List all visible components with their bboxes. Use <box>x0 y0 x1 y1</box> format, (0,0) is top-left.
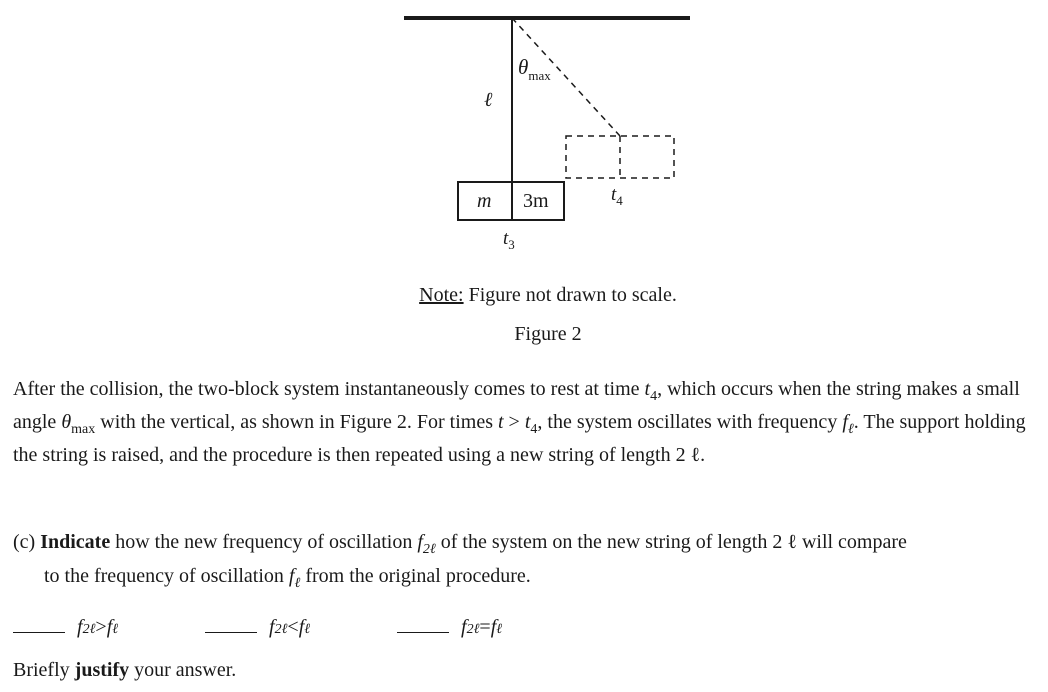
choice-equal[interactable]: f 2ℓ = f ℓ <box>397 614 502 639</box>
note-text: Figure not drawn to scale. <box>463 284 677 306</box>
justify-instruction: Briefly justify your answer. <box>13 659 237 681</box>
answer-blank[interactable] <box>205 614 257 633</box>
answer-choices <box>0 614 1048 648</box>
choice-greater[interactable]: f 2ℓ > f ℓ <box>13 614 118 639</box>
indicate-keyword: Indicate <box>40 531 111 553</box>
figure-caption: Figure 2 <box>514 323 582 345</box>
note-label: Note: <box>419 284 464 306</box>
mass-m-label: m <box>477 190 492 212</box>
part-c-question <box>13 525 1043 593</box>
t3-label: $t_3$ <box>503 228 515 252</box>
answer-blank[interactable] <box>397 614 449 633</box>
mass-3m-label: 3m <box>523 190 549 212</box>
pendulum-figure <box>0 0 1048 260</box>
length-label: ℓ <box>484 89 493 111</box>
justify-keyword: justify <box>74 659 130 681</box>
problem-paragraph: After the collision, the two-block system instantaneously comes to rest at time $t_4$, which occurs when the string makes a small angle $\theta_{max}$ with the vertical, as shown in Figure 2. For times $t > t_4$, the system oscillates with frequency $f_\ell$. The support holding the string is raised, and the procedure is then repeated using a new string of length 2 ℓ. <box>13 378 1026 466</box>
figure-note <box>0 284 1048 307</box>
answer-blank[interactable] <box>13 614 65 633</box>
t4-label: $t_4$ <box>611 184 623 208</box>
part-c-line-1: (c) Indicate how the new frequency of oscillation $f_{2\ell}$ of the system on the new string of length 2 ℓ will compare <box>13 531 907 557</box>
part-c-line-2: to the frequency of oscillation $f_\ell$ from the original procedure. <box>44 565 531 591</box>
choice-less[interactable]: f 2ℓ < f ℓ <box>205 614 310 639</box>
theta-max-label: $\theta_{max}$ <box>518 55 551 83</box>
